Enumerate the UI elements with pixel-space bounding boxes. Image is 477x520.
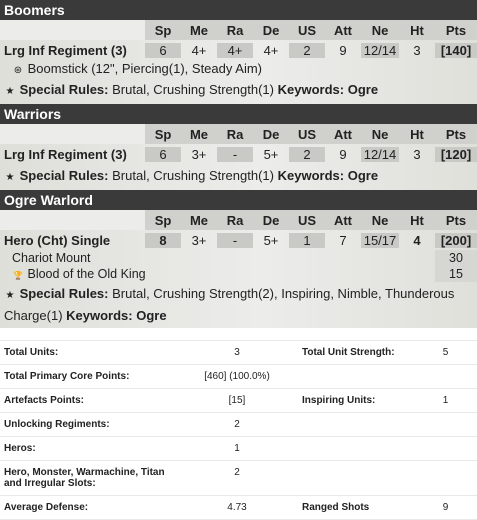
unit-item xyxy=(0,266,477,282)
item-text: Chariot Mount xyxy=(12,251,91,265)
col-header-me: Me xyxy=(189,212,209,228)
hmw-slots-label: Hero, Monster, Warmachine, Titan and Irregular Slots: xyxy=(4,467,165,489)
special-rules-label: Special Rules: xyxy=(19,82,109,97)
stat-ne: 12/14 xyxy=(361,147,399,162)
inspiring-label: Inspiring Units: xyxy=(302,395,376,406)
item-pts: 30 xyxy=(435,250,477,266)
stat-ne: 15/17 xyxy=(361,233,399,248)
army-summary xyxy=(0,340,477,520)
col-header-sp: Sp xyxy=(154,22,172,38)
col-header-ht: Ht xyxy=(410,126,424,142)
avg-defense-value: 4.73 xyxy=(227,502,247,513)
stat-de: 5+ xyxy=(263,146,279,162)
special-rules-text: Brutal, Crushing Strength(1) xyxy=(112,82,274,97)
avg-defense-label: Average Defense: xyxy=(4,502,89,513)
col-header-us: US xyxy=(297,22,317,38)
trophy-icon: 🏆 xyxy=(13,271,23,280)
unit-header: Boomers xyxy=(0,0,477,20)
unit-item xyxy=(0,250,477,266)
unit-stat-row xyxy=(0,40,477,60)
col-header-us: US xyxy=(297,212,317,228)
summary-row xyxy=(0,413,477,437)
col-header-att: Att xyxy=(333,126,353,142)
col-header-ne: Ne xyxy=(371,126,389,142)
keywords-text: Ogre xyxy=(347,82,379,97)
heros-value: 1 xyxy=(234,443,240,454)
stat-att: 9 xyxy=(339,146,347,162)
crosshair-icon: ⊛ xyxy=(13,65,23,76)
total-units-value: 3 xyxy=(234,347,240,358)
total-unit-strength-value: 5 xyxy=(442,347,449,358)
stat-ra: - xyxy=(217,233,253,248)
stat-sp: 6 xyxy=(145,43,181,58)
col-header-de: De xyxy=(262,22,280,38)
col-header-de: De xyxy=(262,212,280,228)
stat-pts: [140] xyxy=(435,43,477,58)
unit-stat-row xyxy=(0,230,477,250)
ranged-shots-value: 9 xyxy=(442,502,449,513)
hmw-slots-value: 2 xyxy=(234,467,240,478)
stat-ne: 12/14 xyxy=(361,43,399,58)
col-header-ra: Ra xyxy=(226,22,244,38)
item-pts: 15 xyxy=(435,266,477,282)
artefacts-value: [15] xyxy=(228,395,246,406)
stat-ht: 4 xyxy=(413,232,421,248)
stat-ht: 3 xyxy=(413,42,421,58)
unit-header: Ogre Warlord xyxy=(0,190,477,210)
stat-us: 2 xyxy=(289,43,325,58)
unit-card xyxy=(0,190,477,328)
unit-type: Hero (Cht) Single xyxy=(4,232,111,248)
summary-row xyxy=(0,437,477,461)
unlocking-label: Unlocking Regiments: xyxy=(4,419,110,430)
special-rules xyxy=(0,282,477,328)
col-header-me: Me xyxy=(189,126,209,142)
unit-type: Lrg Inf Regiment (3) xyxy=(4,42,127,58)
stat-ra: - xyxy=(217,147,253,162)
col-header-pts: Pts xyxy=(445,22,467,38)
stat-de: 5+ xyxy=(263,232,279,248)
keywords-text: Ogre xyxy=(136,308,167,323)
summary-row xyxy=(0,365,477,389)
unit-header: Warriors xyxy=(0,104,477,124)
primary-core-label: Total Primary Core Points: xyxy=(4,371,130,382)
col-header-pts: Pts xyxy=(445,212,467,228)
stat-me: 3+ xyxy=(191,232,207,248)
stat-me: 4+ xyxy=(191,42,207,58)
artefacts-label: Artefacts Points: xyxy=(4,395,85,406)
inspiring-value: 1 xyxy=(442,395,449,406)
keywords-label: Keywords: xyxy=(277,82,345,97)
unit-card xyxy=(0,104,477,190)
unit-type: Lrg Inf Regiment (3) xyxy=(4,146,127,162)
keywords-text: Ogre xyxy=(347,168,379,183)
ranged-shots-label: Ranged Shots xyxy=(302,502,370,513)
unit-item xyxy=(0,60,477,78)
total-unit-strength-label: Total Unit Strength: xyxy=(302,347,395,358)
stat-header-row xyxy=(0,210,477,230)
stat-pts: [120] xyxy=(435,147,477,162)
special-rules xyxy=(0,78,477,104)
special-rules-label: Special Rules: xyxy=(19,168,109,183)
stat-pts: [200] xyxy=(435,233,477,248)
col-header-sp: Sp xyxy=(154,212,172,228)
stat-ra: 4+ xyxy=(217,43,253,58)
total-units-label: Total Units: xyxy=(4,347,59,358)
stat-ht: 3 xyxy=(413,146,421,162)
special-rules-text: Brutal, Crushing Strength(1) xyxy=(112,168,274,183)
star-icon: ★ xyxy=(5,290,15,301)
special-rules-text: Brutal, Crushing Strength(2), Inspiring, Nimble, Thunderous Charge(1) xyxy=(4,286,455,323)
unit-stat-row xyxy=(0,144,477,164)
col-header-sp: Sp xyxy=(154,126,172,142)
summary-row xyxy=(0,389,477,413)
stat-att: 9 xyxy=(339,42,347,58)
stat-us: 1 xyxy=(289,233,325,248)
summary-row xyxy=(0,341,477,365)
col-header-ne: Ne xyxy=(371,22,389,38)
primary-core-value: [460] (100.0%) xyxy=(204,371,270,382)
stat-header-row xyxy=(0,20,477,40)
stat-header-row xyxy=(0,124,477,144)
col-header-ra: Ra xyxy=(226,126,244,142)
col-header-ne: Ne xyxy=(371,212,389,228)
col-header-pts: Pts xyxy=(445,126,467,142)
col-header-us: US xyxy=(297,126,317,142)
item-text: Blood of the Old King xyxy=(27,267,146,281)
col-header-ht: Ht xyxy=(410,22,424,38)
keywords-label: Keywords: xyxy=(277,168,345,183)
star-icon: ★ xyxy=(5,172,15,183)
col-header-ra: Ra xyxy=(226,212,244,228)
stat-sp: 6 xyxy=(145,147,181,162)
col-header-de: De xyxy=(262,126,280,142)
stat-de: 4+ xyxy=(263,42,279,58)
star-icon: ★ xyxy=(5,86,15,97)
stat-me: 3+ xyxy=(191,146,207,162)
item-text: Boomstick (12", Piercing(1), Steady Aim) xyxy=(27,61,262,76)
col-header-me: Me xyxy=(189,22,209,38)
col-header-ht: Ht xyxy=(410,212,424,228)
unit-card xyxy=(0,0,477,104)
keywords-label: Keywords: xyxy=(66,308,133,323)
stat-att: 7 xyxy=(339,232,347,248)
stat-sp: 8 xyxy=(145,233,181,248)
unlocking-value: 2 xyxy=(234,419,240,430)
heros-label: Heros: xyxy=(4,443,36,454)
special-rules-label: Special Rules: xyxy=(19,286,109,301)
summary-row xyxy=(0,461,477,496)
col-header-att: Att xyxy=(333,212,353,228)
col-header-att: Att xyxy=(333,22,353,38)
stat-us: 2 xyxy=(289,147,325,162)
special-rules xyxy=(0,164,477,190)
